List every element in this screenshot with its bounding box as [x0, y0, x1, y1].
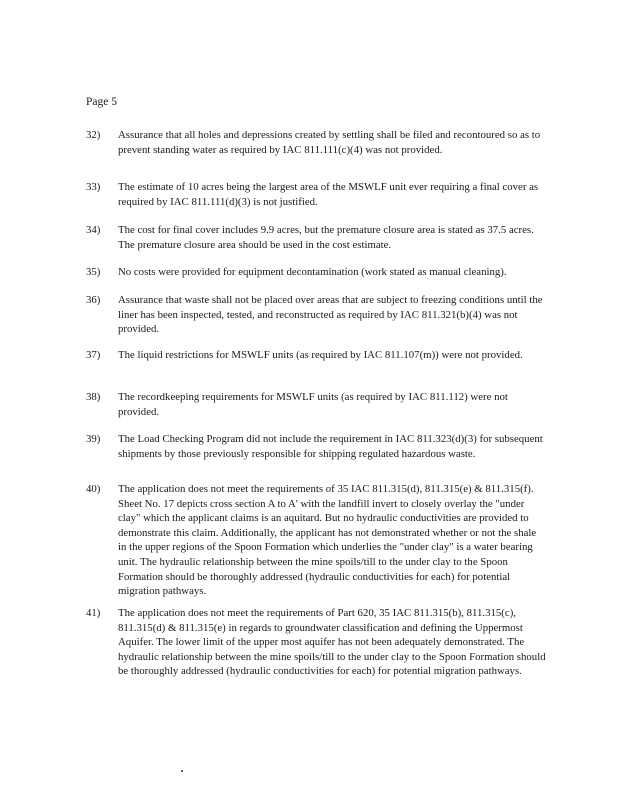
list-item	[86, 348, 546, 363]
item-number: 33)	[86, 181, 101, 193]
list-item	[86, 223, 546, 252]
list-item	[86, 180, 546, 209]
item-text: No costs were provided for equipment decontamination (work stated as manual cleaning).	[118, 266, 507, 278]
list-item	[86, 128, 546, 157]
item-number: 38)	[86, 391, 101, 403]
list-item	[86, 293, 546, 337]
item-number: 41)	[86, 607, 101, 619]
item-text: The cost for final cover includes 9.9 acres, but the premature closure area is stated as 37.5 acres. The premature closure area should be used in the cost estimate.	[118, 224, 534, 251]
list-item	[86, 265, 546, 280]
item-text: The Load Checking Program did not include the requirement in IAC 811.323(d)(3) for subsequent shipments by those previously responsible for shipping regulated hazardous waste.	[118, 433, 543, 460]
item-number: 32)	[86, 129, 101, 141]
stray-dot	[181, 770, 183, 772]
item-number: 34)	[86, 224, 101, 236]
list-item	[86, 482, 546, 599]
item-text: The liquid restrictions for MSWLF units (as required by IAC 811.107(m)) were not provided.	[118, 349, 523, 361]
list-item	[86, 432, 546, 461]
item-text: The application does not meet the requirements of 35 IAC 811.315(d), 811.315(e) & 811.315(f). Sheet No. 17 depicts cross section A to A' with the landfill invert to closely overlay the "under clay" which the applicant claims is an aquitard. But no hydraulic conductivities are provided to demonstrate this claim. Additionally, the applicant has not demonstrated whether or not the shale in the upper regions of the Spoon Formation which underlies the "under clay" is a water bearing unit. The hydraulic relationship between the mine spoils/till to the under clay to the Spoon Formation should be thoroughly addressed (hydraulic conductivities for each) for potential migration pathways.	[118, 483, 537, 598]
item-number: 40)	[86, 483, 101, 495]
item-number: 36)	[86, 294, 101, 306]
item-text: The recordkeeping requirements for MSWLF units (as required by IAC 811.112) were not provided.	[118, 391, 508, 418]
item-number: 37)	[86, 349, 101, 361]
item-text: Assurance that all holes and depressions created by settling shall be filed and recontoured so as to prevent standing water as required by IAC 811.111(c)(4) was not provided.	[118, 129, 541, 156]
list-item	[86, 606, 546, 679]
item-number: 39)	[86, 433, 101, 445]
list-item	[86, 390, 546, 419]
item-number: 35)	[86, 266, 101, 278]
item-text: The application does not meet the requirements of Part 620, 35 IAC 811.315(b), 811.315(c), 811.315(d) & 811.315(e) in regards to groundwater classification and defining the Uppermost Aquifer. The lower limit of the upper most aquifer has not been adequately demonstrated. The hydraulic relationship between the mine spoils/till to the under clay to the Spoon Formation should be thoroughly addressed (hydraulic conductivities for each) for potential migration pathways.	[118, 607, 546, 678]
page-number: Page 5	[86, 96, 117, 108]
item-text: The estimate of 10 acres being the largest area of the MSWLF unit ever requiring a final cover as required by IAC 811.111(d)(3) is not justified.	[118, 181, 539, 208]
item-text: Assurance that waste shall not be placed over areas that are subject to freezing conditions until the liner has been inspected, tested, and reconstructed as required by IAC 811.321(b)(4) was not provided.	[118, 294, 543, 336]
